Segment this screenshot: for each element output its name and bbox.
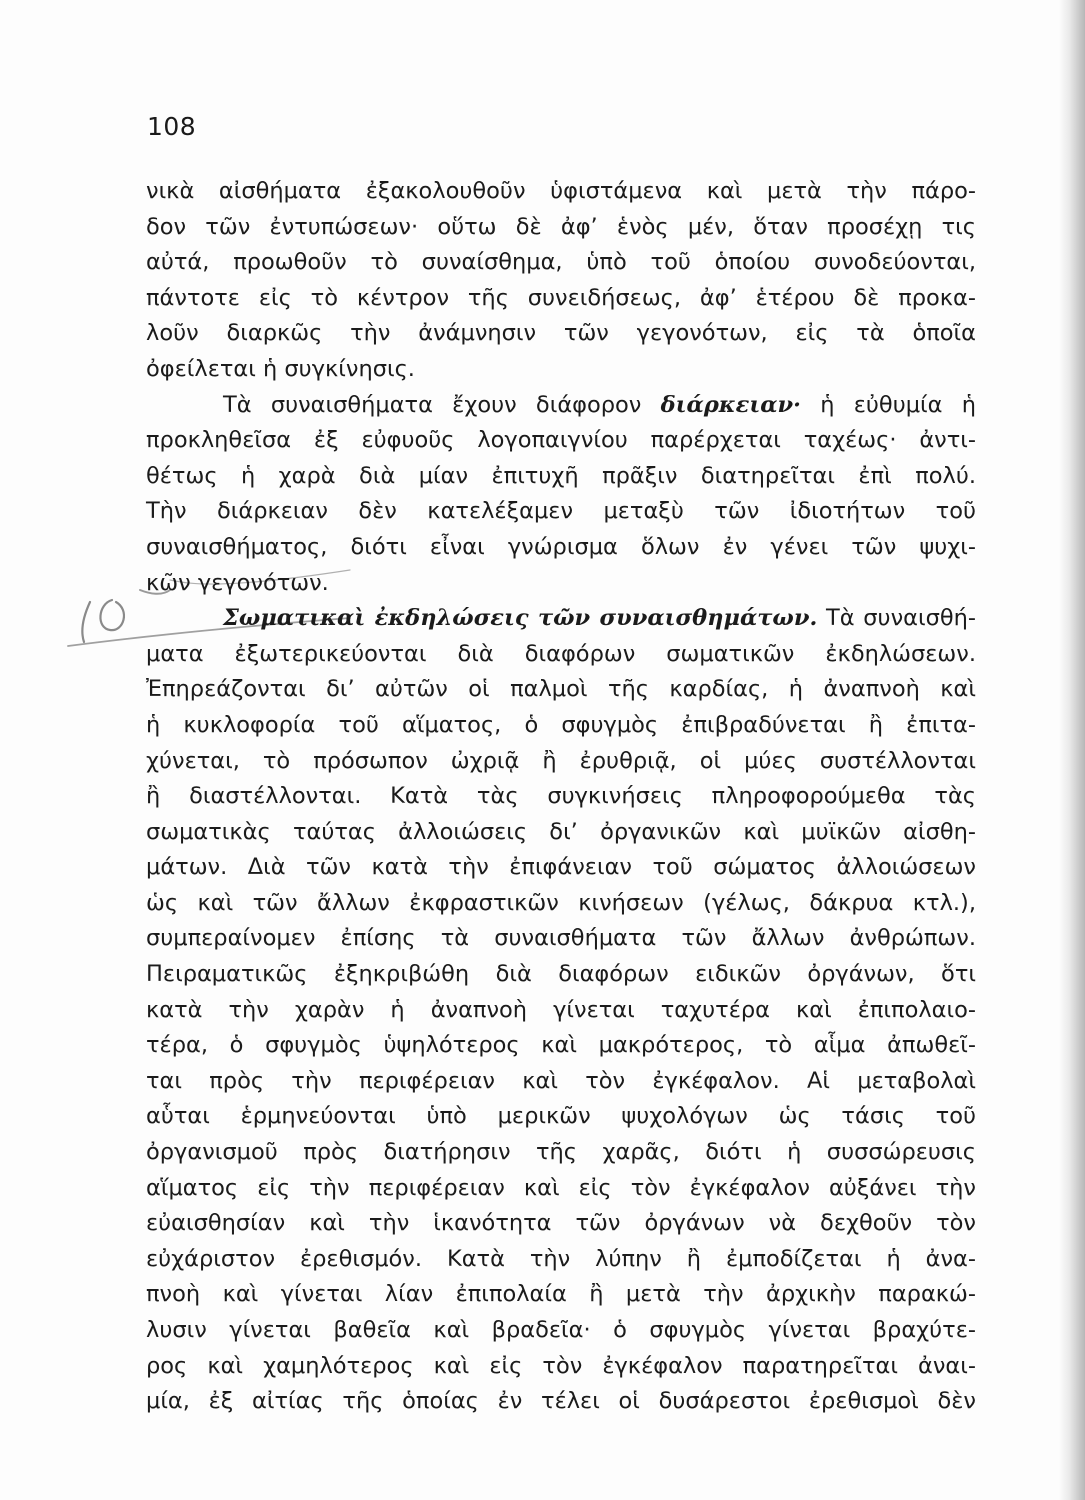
text-line: εὐαισθησίαν καὶ τὴν ἱκανότητα τῶν ὀργάνων νὰ δεχθοῦν τὸν [146, 1210, 976, 1237]
text-line: μάτων. Διὰ τῶν κατὰ τὴν ἐπιφάνειαν τοῦ σώματος ἀλλοιώσεων [146, 854, 976, 881]
text-line: σωματικὰς ταύτας ἀλλοιώσεις δι’ ὀργανικῶν καὶ μυϊκῶν αἰσθη- [146, 818, 976, 845]
paragraph-2 [146, 388, 976, 602]
text-line: Πειραματικῶς ἐξηκριβώθη διὰ διαφόρων ειδικῶν ὀργάνων, ὅτι [146, 961, 976, 988]
text-line: ἢ διαστέλλονται. Κατὰ τὰς συγκινήσεις πληροφορούμεθα τὰς [146, 783, 976, 810]
text-line: δον τῶν ἐντυπώσεων· οὕτω δὲ ἀφ’ ἑνὸς μέν, ὅταν προσέχῃ τις [146, 213, 976, 240]
text-line: συναισθήματος, διότι εἶναι γνώρισμα ὅλων ἐν γένει τῶν ψυχι- [146, 533, 976, 560]
text-line: αὐτά, προωθοῦν τὸ συναίσθημα, ὑπὸ τοῦ ὁποίου συνοδεύονται, [146, 249, 976, 276]
text-line: αἵματος εἰς τὴν περιφέρειαν καὶ εἰς τὸν ἐγκέφαλον αὐξάνει τὴν [146, 1174, 976, 1201]
text-line: πνοὴ καὶ γίνεται λίαν ἐπιπολαία ἢ μετὰ τὴν ἀρχικὴν παρακώ- [146, 1281, 976, 1308]
text-run: Τὰ συναισθήματα ἔχουν διάφορον [223, 391, 661, 418]
text-line: χύνεται, τὸ πρόσωπον ὠχριᾷ ἢ ἐρυθριᾷ, οἱ μύες συστέλλονται [146, 747, 976, 774]
binding-shadow [1059, 0, 1085, 1500]
text-line: ματα ἐξωτερικεύονται διὰ διαφόρων σωματικῶν ἐκδηλώσεων. [146, 640, 976, 667]
text-line: λοῦν διαρκῶς τὴν ἀνάμνησιν τῶν γεγονότων, εἰς τὰ ὁποῖα [146, 320, 976, 347]
emphasized-term: Σωματικαὶ ἐκδηλώσεις τῶν συναισθημάτων. [223, 605, 818, 632]
text-line: νικὰ αἰσθήματα ἐξακολουθοῦν ὑφιστάμενα καὶ μετὰ τὴν πάρο- [146, 178, 976, 204]
text-line: μία, ἐξ αἰτίας τῆς ὁποίας ἐν τέλει οἱ δυσάρεστοι ἐρεθισμοὶ δὲν [146, 1388, 976, 1415]
text-line: ὡς καὶ τῶν ἄλλων ἐκφραστικῶν κινήσεων (γέλως, δάκρυα κτλ.), [146, 889, 976, 916]
text-line: εὐχάριστον ἐρεθισμόν. Κατὰ τὴν λύπην ἢ ἐμποδίζεται ἡ ἀνα- [146, 1245, 976, 1272]
text-line: θέτως ἡ χαρὰ διὰ μίαν ἐπιτυχῆ πρᾶξιν διατηρεῖται ἐπὶ πολύ. [146, 462, 976, 489]
text-line: προκληθεῖσα ἐξ εὐφυοῦς λογοπαιγνίου παρέρχεται ταχέως· ἀντι- [146, 427, 976, 454]
text-line: ρος καὶ χαμηλότερος καὶ εἰς τὸν ἐγκέφαλον παρατηρεῖται ἀναι- [146, 1352, 976, 1379]
text-line: τέρα, ὁ σφυγμὸς ὑψηλότερος καὶ μακρότερος, τὸ αἷμα ἀπωθεῖ- [146, 1032, 976, 1059]
paragraph-1 [146, 174, 976, 388]
text-line: λυσιν γίνεται βαθεῖα καὶ βραδεῖα· ὁ σφυγμὸς γίνεται βραχύτε- [146, 1317, 976, 1343]
text-run: Τὰ συναισθή- [817, 605, 976, 632]
text-run: ἡ εὐθυμία ἡ [801, 391, 976, 418]
body-text [146, 174, 976, 1420]
text-line: ται πρὸς τὴν περιφέρειαν καὶ τὸν ἐγκέφαλον. Αἱ μεταβολαὶ [146, 1067, 976, 1094]
text-line: Ἐπηρεάζονται δι’ αὐτῶν οἱ παλμοὶ τῆς καρδίας, ἡ ἀναπνοὴ καὶ [146, 676, 976, 703]
text-line: Τὴν διάρκειαν δὲν κατελέξαμεν μεταξὺ τῶν ἰδιοτήτων τοῦ [146, 498, 976, 525]
paragraph-first-line [146, 388, 976, 424]
text-line: αὗται ἑρμηνεύονται ὑπὸ μερικῶν ψυχολόγων ὡς τάσις τοῦ [146, 1103, 976, 1130]
text-line: ὀφείλεται ἡ συγκίνησις. [146, 355, 415, 382]
text-line: ὀργανισμοῦ πρὸς διατήρησιν τῆς χαρᾶς, διότι ἡ συσσώρευσις [146, 1139, 976, 1166]
text-line: κατὰ τὴν χαρὰν ἡ ἀναπνοὴ γίνεται ταχυτέρα καὶ ἐπιπολαιο- [146, 996, 976, 1023]
emphasized-term: διάρκειαν· [660, 391, 801, 418]
text-line: συμπεραίνομεν ἐπίσης τὰ συναισθήματα τῶν ἄλλων ἀνθρώπων. [146, 925, 976, 952]
paragraph-3 [146, 601, 976, 1420]
paragraph-first-line [146, 601, 976, 637]
text-line: ἡ κυκλοφορία τοῦ αἵματος, ὁ σφυγμὸς ἐπιβραδύνεται ἢ ἐπιτα- [146, 711, 976, 738]
text-line: πάντοτε εἰς τὸ κέντρον τῆς συνειδήσεως, ἀφ’ ἑτέρου δὲ προκα- [146, 284, 976, 311]
page-number: 108 [147, 112, 197, 141]
text-line: κῶν γεγονότων. [146, 569, 329, 596]
